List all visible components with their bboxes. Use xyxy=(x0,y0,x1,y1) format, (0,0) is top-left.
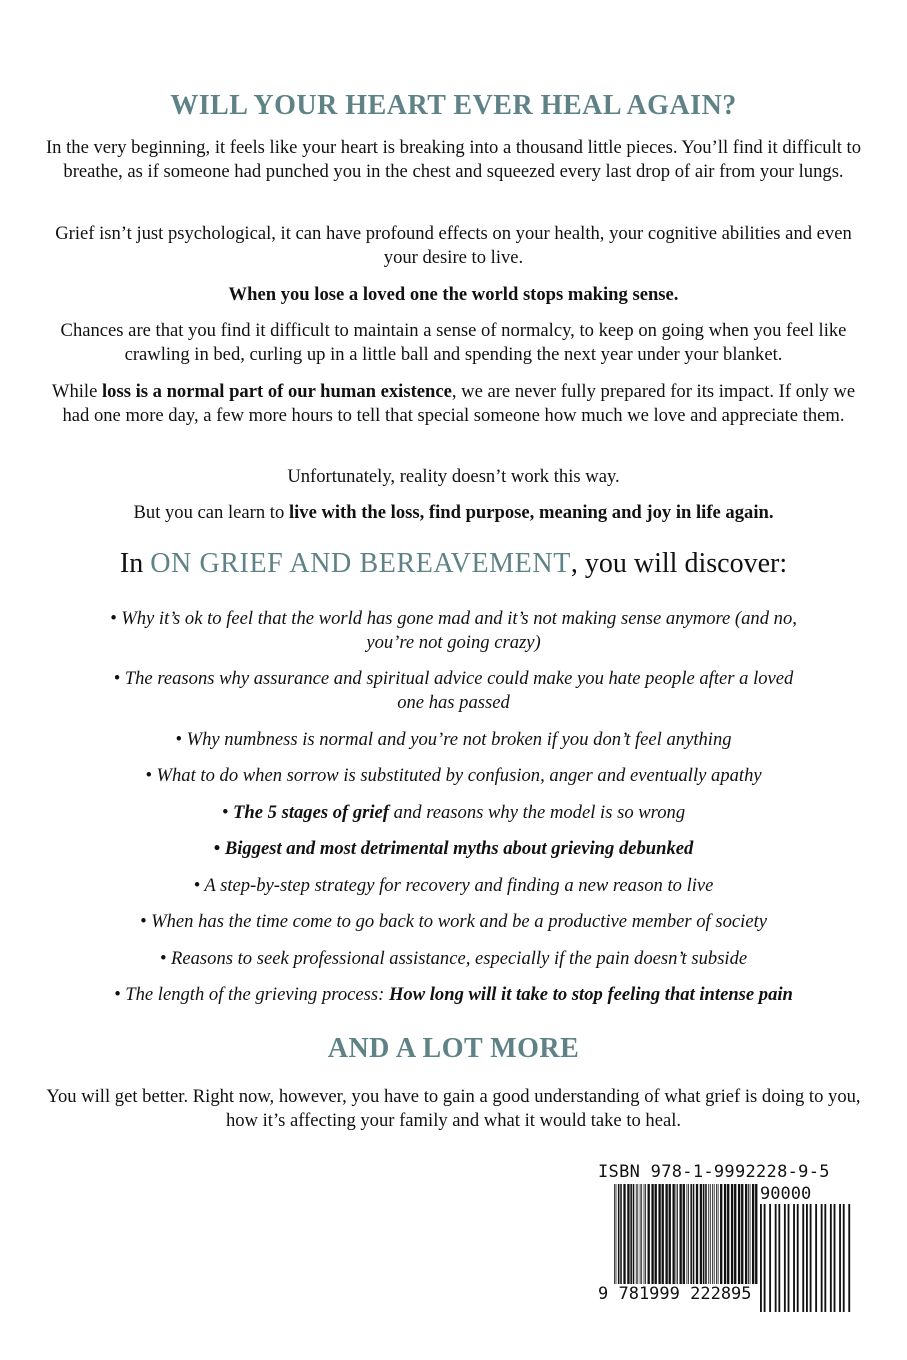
barcode-bar xyxy=(637,1184,638,1284)
paragraph-intro: In the very beginning, it feels like your heart is breaking into a thousand little pieces. You’ll find it difficult to breathe, as if someone had punched you in the chest and squeezed every last drop of air from your lungs. xyxy=(45,137,862,182)
barcode-bar xyxy=(703,1184,705,1284)
barcode-addon-bars xyxy=(760,1204,856,1316)
barcode-bar xyxy=(755,1184,757,1284)
barcode-bar xyxy=(797,1204,799,1312)
ean-digits: 9 781999 222895 xyxy=(598,1284,752,1304)
barcode-bar xyxy=(645,1184,646,1284)
barcode-bar xyxy=(775,1204,777,1312)
barcode-bar xyxy=(720,1184,722,1284)
barcode-bar xyxy=(614,1184,615,1284)
barcode-bar xyxy=(672,1184,674,1284)
barcode-bar xyxy=(669,1184,671,1284)
bullet-item: • When has the time come to go back to work and be a productive member of society xyxy=(139,911,767,932)
barcode-bar xyxy=(718,1184,719,1284)
paragraph-loss-normal: While loss is a normal part of our human existence, we are never fully prepared for its impact. If only we had one more day, a few more hours to tell that special someone how much we love and appreciate them. xyxy=(51,381,856,426)
barcode-bar xyxy=(793,1204,795,1312)
barcode-bar xyxy=(834,1204,836,1312)
bullet-item: • The length of the grieving process: How long will it take to stop feeling that intense pain xyxy=(114,984,793,1005)
barcode-bar xyxy=(651,1184,653,1284)
barcode-bar xyxy=(830,1204,832,1312)
bullet-item: • Why numbness is normal and you’re not broken if you don’t feel anything xyxy=(175,729,732,750)
paragraph-reality: Unfortunately, reality doesn’t work this way. xyxy=(287,466,620,487)
barcode-bar xyxy=(677,1184,678,1284)
barcode-bar xyxy=(683,1184,685,1284)
barcode-bar xyxy=(784,1204,786,1312)
paragraph-closing: You will get better. Right now, however, you have to gain a good understanding of what grief is doing to you, how it’s affecting your family and what it would take to heal. xyxy=(46,1086,861,1131)
barcode-bar xyxy=(810,1204,812,1312)
barcode-bar xyxy=(712,1184,713,1284)
barcode-bar xyxy=(710,1184,711,1284)
barcode-bar xyxy=(662,1184,664,1284)
barcode-bar xyxy=(633,1184,635,1284)
barcode-bars xyxy=(614,1184,759,1294)
barcode-bar xyxy=(687,1184,688,1284)
barcode-bar xyxy=(824,1204,826,1312)
paragraph-grief-effects: Grief isn’t just psychological, it can have profound effects on your health, your cognitive abilities and even your desire to live. xyxy=(55,223,852,268)
paragraph-world-stops: When you lose a loved one the world stops making sense. xyxy=(228,284,679,305)
headline: WILL YOUR HEART EVER HEAL AGAIN? xyxy=(170,90,737,121)
barcode-bar xyxy=(641,1184,642,1284)
book-title: ON GRIEF AND BEREAVEMENT xyxy=(150,548,571,579)
barcode-bar xyxy=(748,1184,749,1284)
barcode-bar xyxy=(658,1184,660,1284)
bullet-item: • Biggest and most detrimental myths about grieving debunked xyxy=(213,838,694,859)
barcode-bar xyxy=(630,1184,632,1284)
barcode-bar xyxy=(714,1184,715,1284)
barcode-bar xyxy=(848,1204,850,1312)
barcode-bar xyxy=(750,1184,751,1284)
paragraph-normalcy: Chances are that you find it difficult to maintain a sense of normalcy, to keep on going when you feel like crawling in bed, curling up in a little ball and spending the next year under your blanket. xyxy=(60,320,847,365)
bullet-item: • The 5 stages of grief and reasons why the model is so wrong xyxy=(221,802,686,823)
barcode-bar xyxy=(627,1184,629,1284)
barcode-bar xyxy=(724,1184,726,1284)
barcode-bar xyxy=(738,1184,740,1284)
barcode-bar xyxy=(705,1184,707,1284)
bullet-item: • A step-by-step strategy for recovery and finding a new reason to live xyxy=(193,875,714,896)
barcode-bar xyxy=(688,1184,689,1284)
barcode-bar xyxy=(802,1204,804,1312)
barcode-bar xyxy=(821,1204,823,1312)
barcode-bar xyxy=(815,1204,817,1312)
barcode-bar xyxy=(620,1184,622,1284)
barcode-bar xyxy=(640,1184,641,1284)
bullet-item: • What to do when sorrow is substituted by confusion, anger and eventually apathy xyxy=(145,765,762,786)
barcode-bar xyxy=(764,1204,766,1312)
barcode-bar xyxy=(700,1184,702,1284)
barcode-bar xyxy=(708,1184,709,1284)
barcode-bar xyxy=(655,1184,657,1284)
price-addon: 90000 xyxy=(760,1184,812,1204)
barcode-bar xyxy=(679,1184,681,1284)
barcode-bar xyxy=(731,1184,733,1284)
bullet-item: • The reasons why assurance and spiritual advice could make you hate people after a loved one has passed xyxy=(113,668,794,713)
barcode-bar xyxy=(806,1204,808,1312)
barcode-bar xyxy=(690,1184,692,1284)
isbn-label: ISBN 978-1-9992228-9-5 xyxy=(598,1162,830,1182)
barcode-bar xyxy=(760,1204,762,1312)
discover-line: In ON GRIEF AND BEREAVEMENT, you will discover: xyxy=(119,548,788,579)
bullet-item: • Why it’s ok to feel that the world has gone mad and it’s not making sense anymore (and no, you’re not going crazy) xyxy=(110,608,797,653)
barcode-bar xyxy=(727,1184,729,1284)
barcode-bar xyxy=(741,1184,743,1284)
bullet-item: • Reasons to seek professional assistance, especially if the pain doesn’t subside xyxy=(159,948,748,969)
barcode-bar xyxy=(636,1184,637,1284)
barcode-bar xyxy=(752,1184,754,1284)
barcode-bar xyxy=(676,1184,677,1284)
barcode-bar xyxy=(618,1184,620,1284)
barcode-bar xyxy=(648,1184,650,1284)
barcode-bar xyxy=(696,1184,698,1284)
barcode-bar xyxy=(843,1204,845,1312)
barcode-bar xyxy=(745,1184,747,1284)
barcode-bar xyxy=(623,1184,625,1284)
paragraph-learn-to-live: But you can learn to live with the loss, find purpose, meaning and joy in life again. xyxy=(133,502,774,523)
barcode-bar xyxy=(616,1184,617,1284)
barcode-bar xyxy=(644,1184,645,1284)
barcode-bar xyxy=(788,1204,790,1312)
barcode-bar xyxy=(839,1204,841,1312)
barcode-bar xyxy=(693,1184,695,1284)
barcode-bar xyxy=(716,1184,717,1284)
subheading-more: AND A LOT MORE xyxy=(327,1033,580,1064)
barcode-bar xyxy=(665,1184,667,1284)
barcode-bar xyxy=(769,1204,771,1312)
barcode-bar xyxy=(734,1184,736,1284)
barcode-bar xyxy=(778,1204,780,1312)
